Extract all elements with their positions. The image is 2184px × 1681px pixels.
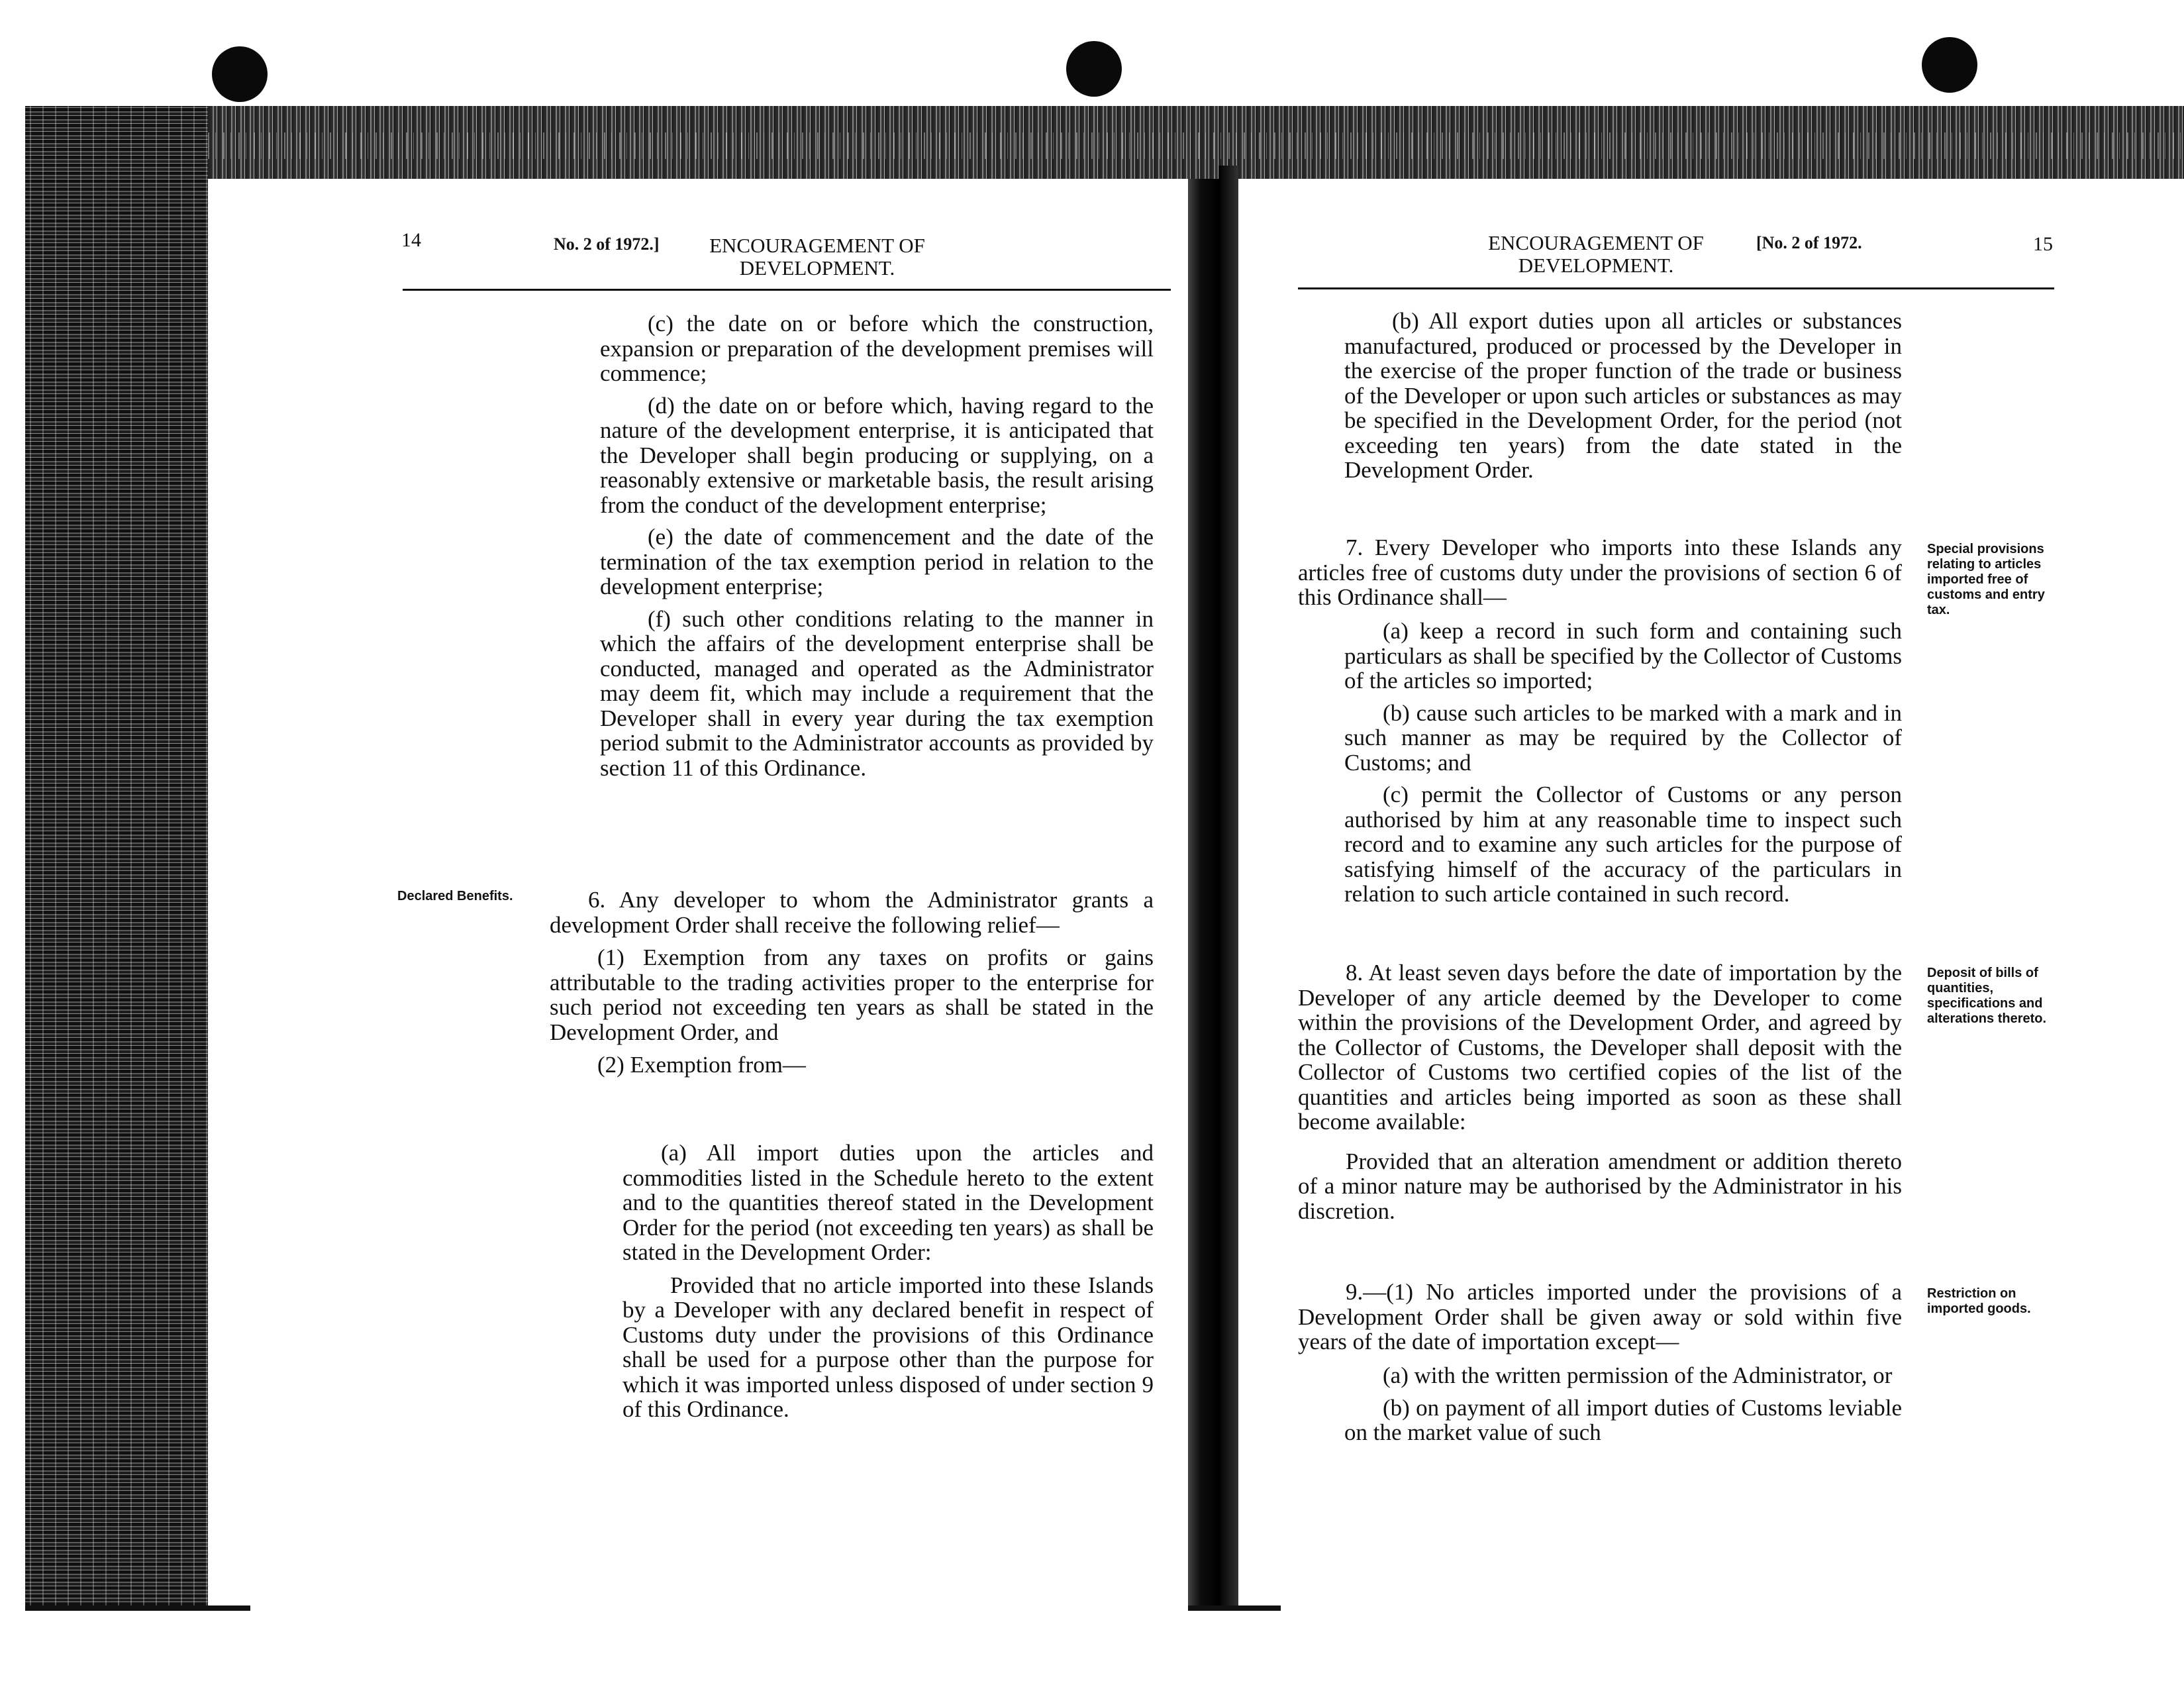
margin-note-special-provisions: Special provisions relating to articles imported free of customs and entry tax. xyxy=(1927,542,2045,617)
right-body-section-8 xyxy=(1298,960,1902,1231)
page-bottom-shadow-left xyxy=(25,1605,250,1611)
page-number-left: 14 xyxy=(401,229,421,251)
right-body-section-7 xyxy=(1298,535,1902,617)
right-body-section-9 xyxy=(1298,1280,1902,1362)
left-body-upper xyxy=(600,311,1154,788)
header-act-reference-right: [No. 2 of 1972. xyxy=(1756,233,1862,252)
book-spine xyxy=(1188,179,1218,1609)
section-9-1a: (a) with the written permission of the Administrator, or xyxy=(1383,1362,1893,1388)
scan-top-edge-noise xyxy=(25,132,2184,159)
binder-hole-left xyxy=(212,46,268,102)
section-7a: (a) keep a record in such form and containing such particulars as shall be specified by the Collector of Customs of the articles so imported; xyxy=(1344,618,1902,693)
page-bottom-shadow-right xyxy=(1188,1605,1281,1611)
header-title-line1: ENCOURAGEMENT OF xyxy=(709,234,925,257)
section-6-2b: (b) All export duties upon all articles or substances manufactured, produced or processed by the Developer in the exercise of the proper function of the trade or business of the Developer or upon such articles or substances as may be specified in the Development Order, for the period (not exceeding ten years) from the date stated in the Development Order. xyxy=(1344,308,1902,483)
clause-5d: (d) the date on or before which, having regard to the nature of the development enterprise, it is anticipated that the Developer shall begin producing or supplying, on a reasonably extensive or marketable basis, the result arising from the conduct of the development enterprise; xyxy=(600,392,1154,518)
header-title-left xyxy=(678,234,956,280)
section-8: 8. At least seven days before the date of importation by the Developer of any article deemed by the Developer to come within the provisions of the Development Order, and agreed by the Collector of Customs, the Developer shall deposit with the Collector of Customs two certified copies of the list of the quantities and articles being imported as soon as these shall become available: xyxy=(1298,960,1902,1135)
section-7c: (c) permit the Collector of Customs or any person authorised by him at any reasonable time to inspect such record and to examine any such articles for the purpose of satisfying himself of the accuracy of the particulars in relation to such article contained in such record. xyxy=(1344,782,1902,907)
clause-5f: (f) such other conditions relating to the manner in which the affairs of the development enterprise shall be conducted, managed and operated as the Administrator may deem fit, which may include a requirement that the Developer shall in every year during the tax exemption period submit to the Administrator accounts as provided by section 11 of this Ordinance. xyxy=(600,605,1154,781)
section-7: 7. Every Developer who imports into these Islands any articles free of customs duty under the provisions of section 6 of this Ordinance shall— xyxy=(1298,535,1902,610)
header-title-right xyxy=(1457,232,1735,277)
section-6-2a: (a) All import duties upon the articles and commodities listed in the Schedule hereto to the extent and to the quantities thereof stated in the Development Order for the period (not exceeding ten years) as shall be stated in the Development Order: xyxy=(622,1140,1154,1265)
section-6-1: (1) Exemption from any taxes on profits or gains attributable to the trading activities proper to the enterprise for such period not exceeding ten years as shall be stated in the Development Order, and xyxy=(550,944,1154,1045)
page-number-right: 15 xyxy=(2033,233,2053,255)
section-9-1: 9.—(1) No articles imported under the provisions of a Development Order shall be given away or sold within five years of the date of importation except— xyxy=(1298,1279,1902,1354)
header-rule-right xyxy=(1298,287,2054,289)
right-body-6-2b xyxy=(1344,309,1902,490)
right-body-section-9-items xyxy=(1344,1363,1902,1452)
header-title-line2: DEVELOPMENT. xyxy=(739,256,895,280)
section-6: 6. Any developer to whom the Administrator grants a development Order shall receive the following relief— xyxy=(550,887,1154,938)
header-act-reference-left: No. 2 of 1972.] xyxy=(554,234,660,254)
section-9-1b: (b) on payment of all import duties of Customs leviable on the market value of such xyxy=(1344,1394,1902,1445)
binder-hole-center xyxy=(1066,41,1122,97)
clause-5e: (e) the date of commencement and the date of the termination of the tax exemption period in relation to the development enterprise; xyxy=(600,524,1154,599)
header-rule-left xyxy=(403,289,1171,291)
book-spine-shadow xyxy=(1218,166,1238,1609)
margin-note-restriction: Restriction on imported goods. xyxy=(1927,1286,2031,1316)
header-title-line2: DEVELOPMENT. xyxy=(1518,254,1674,277)
margin-note-declared-benefits: Declared Benefits. xyxy=(397,889,513,903)
binder-hole-right xyxy=(1922,37,1977,93)
section-7b: (b) cause such articles to be marked with a mark and in such manner as may be required by the Collector of Customs; and xyxy=(1344,699,1902,776)
right-body-section-7-items xyxy=(1344,619,1902,914)
header-title-line1: ENCOURAGEMENT OF xyxy=(1488,231,1704,254)
left-body-section-6-2a xyxy=(622,1141,1154,1429)
scan-left-edge-noise xyxy=(25,106,208,1609)
section-8-proviso: Provided that an alteration amendment or addition thereto of a minor nature may be authorised by the Administrator in his discretion. xyxy=(1298,1148,1902,1224)
left-body-section-6 xyxy=(550,888,1154,1085)
margin-note-deposit-of-bills: Deposit of bills of quantities, specifications and alterations thereto. xyxy=(1927,966,2047,1026)
clause-5c: (c) the date on or before which the construction, expansion or preparation of the development premises will commence; xyxy=(600,311,1154,386)
section-6-2: (2) Exemption from— xyxy=(597,1052,806,1078)
section-6-proviso: Provided that no article imported into these Islands by a Developer with any declared benefit in respect of Customs duty under the provisions of this Ordinance shall be used for a purpose other than the purpose for which it was imported unless disposed of under section 9 of this Ordinance. xyxy=(622,1272,1154,1422)
